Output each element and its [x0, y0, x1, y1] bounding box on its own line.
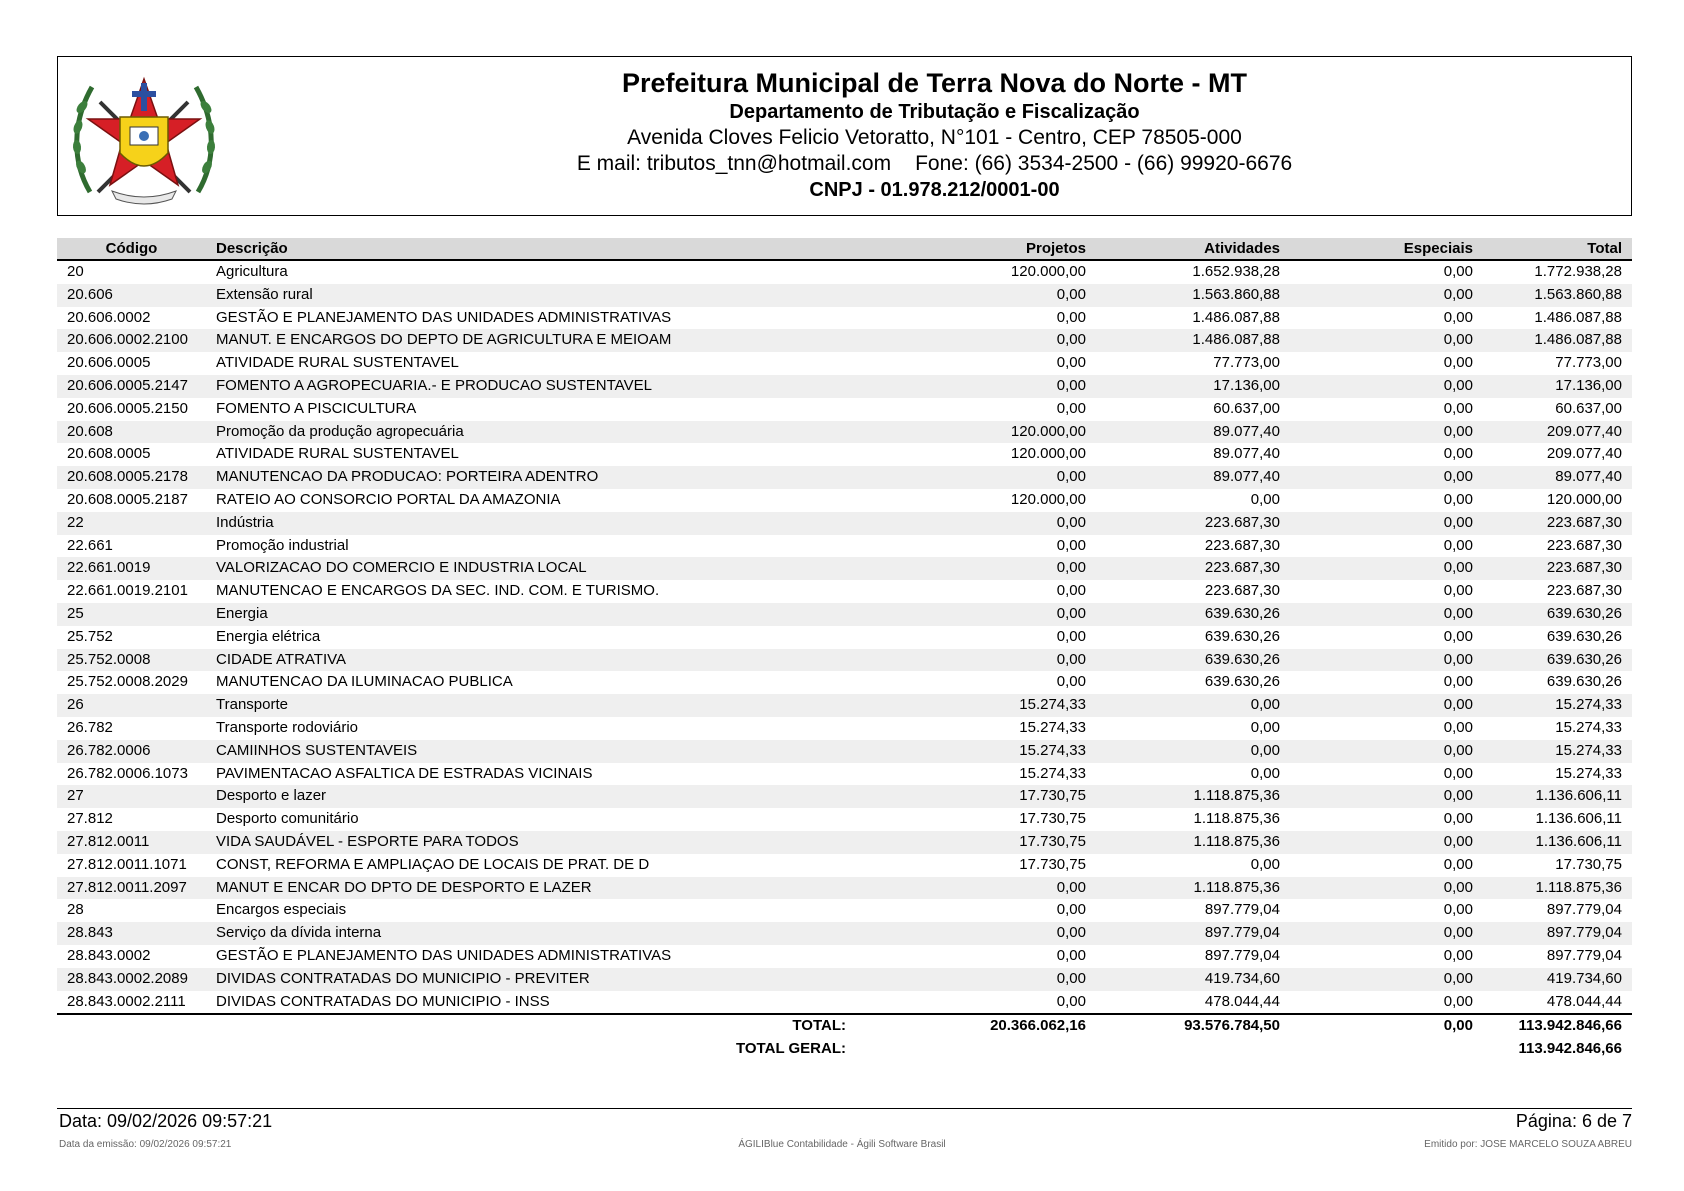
total-cell: 1.563.860,88 [1483, 284, 1632, 307]
codigo-cell: 28 [67, 901, 84, 919]
especiais-cell: 0,00 [1443, 490, 1473, 508]
projetos-cell: 15.274,33 [1019, 764, 1086, 782]
codigo-cell: 20 [67, 263, 84, 280]
atividades-cell: 639.630,26 [1096, 649, 1290, 672]
column-header-especiais: Especiais [1290, 238, 1483, 260]
atividades-cell: 1.118.875,36 [1193, 810, 1280, 828]
atividades-cell: 639.630,26 [1204, 673, 1280, 691]
descricao-cell: Energia elétrica [216, 627, 321, 645]
especiais-cell: 0,00 [1290, 466, 1483, 489]
table-row [57, 968, 1632, 991]
atividades-cell: 89.077,40 [1213, 445, 1280, 463]
table-row [57, 466, 1632, 489]
atividades-cell: 1.486.087,88 [1192, 308, 1280, 326]
table-row [57, 671, 1632, 694]
municipal-coat-of-arms-icon [68, 67, 220, 207]
table-row [57, 443, 1632, 466]
total-cell: 89.077,40 [1483, 466, 1632, 489]
total-cell: 17.136,00 [1483, 375, 1632, 398]
total-cell: 1.136.606,11 [1483, 785, 1632, 808]
header-text [238, 67, 1631, 203]
especiais-cell: 0,00 [1290, 968, 1483, 991]
total-cell: 223.687,30 [1483, 512, 1632, 535]
descricao-cell: Promoção da produção agropecuária [206, 421, 856, 444]
especiais-cell: 0,00 [1443, 764, 1473, 782]
total-cell: 17.730,75 [1555, 855, 1622, 873]
codigo-cell: 27 [57, 785, 206, 808]
phone: Fone: (66) 3534-2500 - (66) 99920-6676 [915, 152, 1293, 175]
total-cell: 223.687,30 [1546, 536, 1622, 554]
atividades-cell: 419.734,60 [1096, 968, 1290, 991]
codigo-cell: 28.843.0002.2089 [57, 968, 206, 991]
atividades-cell: 897.779,04 [1204, 901, 1280, 919]
emission-date: Data da emissão: 09/02/2026 09:57:21 [59, 1139, 232, 1150]
table-row [57, 421, 1632, 444]
descricao-cell: FOMENTO A PISCICULTURA [216, 399, 417, 417]
column-header-projetos: Projetos [856, 238, 1096, 260]
table-row [57, 603, 1632, 626]
especiais-cell: 0,00 [1290, 785, 1483, 808]
codigo-cell: 26 [57, 694, 206, 717]
projetos-cell: 120.000,00 [856, 421, 1096, 444]
codigo-cell: 26.782.0006.1073 [67, 764, 188, 782]
total-label: TOTAL: [206, 1014, 856, 1038]
atividades-cell: 0,00 [1250, 490, 1280, 508]
projetos-cell: 0,00 [856, 968, 1096, 991]
atividades-cell: 17.136,00 [1096, 375, 1290, 398]
codigo-cell: 27.812.0011.2097 [57, 877, 206, 900]
report-header [57, 56, 1632, 216]
projetos-cell: 17.730,75 [856, 831, 1096, 854]
total-cell: 223.687,30 [1483, 557, 1632, 580]
table-row [57, 307, 1632, 330]
especiais-cell: 0,00 [1443, 901, 1473, 919]
especiais-cell: 0,00 [1443, 354, 1473, 372]
especiais-cell: 0,00 [1290, 740, 1483, 763]
codigo-cell: 27.812 [67, 810, 113, 828]
total-cell: 1.486.087,88 [1483, 329, 1632, 352]
atividades-cell: 223.687,30 [1204, 582, 1280, 600]
codigo-cell: 28.843 [57, 922, 206, 945]
atividades-cell: 223.687,30 [1096, 557, 1290, 580]
atividades-cell: 0,00 [1250, 764, 1280, 782]
descricao-cell: GESTÃO E PLANEJAMENTO DAS UNIDADES ADMINISTRATIVAS [216, 946, 672, 964]
descricao-cell: Indústria [206, 512, 856, 535]
table-row [57, 808, 1632, 831]
total-cell: 639.630,26 [1483, 603, 1632, 626]
especiais-cell: 0,00 [1290, 603, 1483, 626]
total-cell: 223.687,30 [1546, 582, 1622, 600]
column-header-total: Total [1483, 238, 1632, 260]
codigo-cell: 22.661.0019.2101 [67, 582, 188, 600]
descricao-cell: Serviço da dívida interna [206, 922, 856, 945]
projetos-cell: 0,00 [856, 466, 1096, 489]
projetos-cell: 0,00 [1056, 582, 1086, 600]
descricao-cell: CONST, REFORMA E AMPLIAÇAO DE LOCAIS DE PRAT. DE D [216, 855, 650, 873]
total-cell: 209.077,40 [1546, 445, 1622, 463]
total-cell: 15.274,33 [1483, 694, 1632, 717]
table-row [57, 991, 1632, 1015]
table-row [57, 284, 1632, 307]
especiais-cell: 0,00 [1443, 445, 1473, 463]
total-geral-value: 113.942.846,66 [1483, 1038, 1632, 1061]
especiais-cell: 0,00 [1290, 375, 1483, 398]
projetos-cell: 0,00 [1056, 308, 1086, 326]
descricao-cell: ATIVIDADE RURAL SUSTENTAVEL [216, 354, 459, 372]
codigo-cell: 20.606.0002 [67, 308, 151, 326]
table-row [57, 899, 1632, 922]
total-cell: 419.734,60 [1483, 968, 1632, 991]
descricao-cell: ATIVIDADE RURAL SUSTENTAVEL [216, 445, 459, 463]
descricao-cell: DIVIDAS CONTRATADAS DO MUNICIPIO - PREVITER [206, 968, 856, 991]
table-row [57, 580, 1632, 603]
especiais-cell: 0,00 [1443, 263, 1473, 280]
especiais-cell: 0,00 [1443, 536, 1473, 554]
department-name: Departamento de Tributação e Fiscalização [729, 101, 1140, 123]
total-cell: 120.000,00 [1546, 490, 1622, 508]
projetos-cell: 0,00 [856, 329, 1096, 352]
total-cell: 897.779,04 [1546, 946, 1622, 964]
page-number: Página: 6 de 7 [1515, 1111, 1632, 1131]
footer-date: Data: 09/02/2026 09:57:21 [59, 1111, 273, 1131]
atividades-cell: 89.077,40 [1096, 466, 1290, 489]
table-row [57, 626, 1632, 649]
total-cell: 639.630,26 [1483, 649, 1632, 672]
total-cell: 15.274,33 [1555, 764, 1622, 782]
descricao-cell: Transporte [206, 694, 856, 717]
table-row [57, 535, 1632, 558]
atividades-cell: 89.077,40 [1096, 421, 1290, 444]
descricao-cell: VIDA SAUDÁVEL - ESPORTE PARA TODOS [206, 831, 856, 854]
column-header-codigo: Código [57, 238, 206, 260]
total-cell: 478.044,44 [1546, 992, 1622, 1010]
especiais-cell: 0,00 [1443, 855, 1473, 873]
total-atividades: 93.576.784,50 [1096, 1014, 1290, 1038]
projetos-cell: 0,00 [856, 877, 1096, 900]
total-cell: 1.486.087,88 [1534, 308, 1622, 326]
especiais-cell: 0,00 [1290, 922, 1483, 945]
especiais-cell: 0,00 [1443, 627, 1473, 645]
table-row [57, 854, 1632, 877]
especiais-cell: 0,00 [1290, 284, 1483, 307]
projetos-cell: 0,00 [1056, 399, 1086, 417]
table-row [57, 260, 1632, 284]
especiais-cell: 0,00 [1443, 946, 1473, 964]
projetos-cell: 0,00 [1056, 992, 1086, 1010]
atividades-cell: 639.630,26 [1204, 627, 1280, 645]
codigo-cell: 28.843.0002.2111 [67, 992, 186, 1010]
descricao-cell: Desporto e lazer [206, 785, 856, 808]
projetos-cell: 0,00 [1056, 946, 1086, 964]
projetos-cell: 0,00 [1056, 354, 1086, 372]
address: Avenida Cloves Felicio Vetoratto, N°101 - Centro, CEP 78505-000 [627, 126, 1242, 149]
contact-line [238, 151, 1631, 177]
projetos-cell: 17.730,75 [856, 785, 1096, 808]
especiais-cell: 0,00 [1290, 649, 1483, 672]
descricao-cell: Energia [206, 603, 856, 626]
email: E mail: tributos_tnn@hotmail.com [576, 152, 892, 175]
especiais-cell: 0,00 [1443, 399, 1473, 417]
atividades-cell: 897.779,04 [1204, 946, 1280, 964]
page-title: Prefeitura Municipal de Terra Nova do Norte - MT [621, 68, 1248, 98]
especiais-cell: 0,00 [1443, 718, 1473, 736]
codigo-cell: 20.608.0005.2178 [57, 466, 206, 489]
codigo-cell: 27.812.0011.1071 [67, 855, 187, 873]
total-cell: 639.630,26 [1546, 627, 1622, 645]
descricao-cell: Desporto comunitário [216, 810, 359, 828]
codigo-cell: 22.661.0019 [57, 557, 206, 580]
projetos-cell: 0,00 [1056, 673, 1086, 691]
especiais-cell: 0,00 [1443, 992, 1473, 1010]
atividades-cell: 639.630,26 [1096, 603, 1290, 626]
projetos-cell: 15.274,33 [856, 694, 1096, 717]
atividades-cell: 1.118.875,36 [1096, 877, 1290, 900]
table-row [57, 512, 1632, 535]
codigo-cell: 20.606.0002.2100 [57, 329, 206, 352]
table-row [57, 375, 1632, 398]
codigo-cell: 27.812.0011 [57, 831, 206, 854]
total-cell: 1.136.606,11 [1483, 831, 1632, 854]
atividades-cell: 478.044,44 [1204, 992, 1280, 1010]
especiais-cell: 0,00 [1443, 582, 1473, 600]
projetos-cell: 17.730,75 [1019, 855, 1086, 873]
projetos-cell: 0,00 [856, 375, 1096, 398]
codigo-cell: 25.752.0008 [57, 649, 206, 672]
total-geral-row [57, 1038, 1632, 1061]
total-cell: 1.772.938,28 [1534, 263, 1622, 280]
atividades-cell: 1.118.875,36 [1096, 831, 1290, 854]
codigo-cell: 20.608.0005.2187 [67, 490, 188, 508]
codigo-cell: 20.606.0005 [67, 354, 151, 372]
table-body [57, 260, 1632, 1014]
codigo-cell: 25 [57, 603, 206, 626]
codigo-cell: 25.752.0008.2029 [67, 673, 188, 691]
total-cell: 209.077,40 [1483, 421, 1632, 444]
column-header-atividades: Atividades [1096, 238, 1290, 260]
atividades-cell: 1.652.938,28 [1192, 263, 1280, 280]
table-row [57, 831, 1632, 854]
especiais-cell: 0,00 [1290, 831, 1483, 854]
total-cell: 897.779,04 [1546, 901, 1622, 919]
descricao-cell: MANUT E ENCAR DO DPTO DE DESPORTO E LAZER [206, 877, 856, 900]
table-row [57, 945, 1632, 968]
atividades-cell: 0,00 [1250, 855, 1280, 873]
footer-divider [57, 1108, 1632, 1109]
total-row [57, 1014, 1632, 1038]
descricao-cell: Extensão rural [206, 284, 856, 307]
table-row [57, 352, 1632, 375]
descricao-cell: FOMENTO A AGROPECUARIA.- E PRODUCAO SUSTENTAVEL [206, 375, 856, 398]
especiais-cell: 0,00 [1443, 673, 1473, 691]
table-row [57, 877, 1632, 900]
total-cell: 1.118.875,36 [1483, 877, 1632, 900]
atividades-cell: 1.563.860,88 [1096, 284, 1290, 307]
atividades-cell: 897.779,04 [1096, 922, 1290, 945]
especiais-cell: 0,00 [1443, 810, 1473, 828]
codigo-cell: 20.606.0005.2150 [67, 399, 188, 417]
table-row [57, 717, 1632, 740]
table-row [57, 557, 1632, 580]
descricao-cell: MANUTENCAO E ENCARGOS DA SEC. IND. COM. E TURISMO. [216, 582, 660, 600]
codigo-cell: 22.661 [67, 536, 113, 554]
total-cell: 15.274,33 [1555, 718, 1622, 736]
total-cell: 77.773,00 [1555, 354, 1622, 372]
codigo-cell: 20.606 [57, 284, 206, 307]
atividades-cell: 0,00 [1250, 718, 1280, 736]
descricao-cell: VALORIZACAO DO COMERCIO E INDUSTRIA LOCAL [206, 557, 856, 580]
especiais-cell: 0,00 [1290, 694, 1483, 717]
table-row [57, 740, 1632, 763]
total-cell: 15.274,33 [1483, 740, 1632, 763]
atividades-cell: 223.687,30 [1096, 512, 1290, 535]
table-row [57, 329, 1632, 352]
descricao-cell: Encargos especiais [216, 901, 347, 919]
projetos-cell: 0,00 [1056, 627, 1086, 645]
total-cell: 60.637,00 [1555, 399, 1622, 417]
codigo-cell: 26.782 [67, 718, 113, 736]
codigo-cell: 20.606.0005.2147 [57, 375, 206, 398]
projetos-cell: 120.000,00 [1010, 263, 1086, 280]
descricao-cell: GESTÃO E PLANEJAMENTO DAS UNIDADES ADMINISTRATIVAS [216, 308, 672, 326]
descricao-cell: MANUTENCAO DA PRODUCAO: PORTEIRA ADENTRO [206, 466, 856, 489]
total-especiais: 0,00 [1290, 1014, 1483, 1038]
descricao-cell: CAMIINHOS SUSTENTAVEIS [206, 740, 856, 763]
projetos-cell: 17.730,75 [1019, 810, 1086, 828]
table-header [57, 238, 1632, 260]
descricao-cell: MANUTENCAO DA ILUMINACAO PUBLICA [216, 673, 513, 691]
projetos-cell: 0,00 [856, 557, 1096, 580]
especiais-cell: 0,00 [1290, 877, 1483, 900]
codigo-cell: 28.843.0002 [67, 946, 151, 964]
descricao-cell: DIVIDAS CONTRATADAS DO MUNICIPIO - INSS [216, 992, 550, 1010]
projetos-cell: 15.274,33 [1019, 718, 1086, 736]
projetos-cell: 0,00 [856, 512, 1096, 535]
especiais-cell: 0,00 [1443, 308, 1473, 326]
atividades-cell: 0,00 [1096, 694, 1290, 717]
atividades-cell: 1.486.087,88 [1096, 329, 1290, 352]
atividades-cell: 1.118.875,36 [1096, 785, 1290, 808]
codigo-cell: 20.608 [57, 421, 206, 444]
table-row [57, 785, 1632, 808]
especiais-cell: 0,00 [1290, 512, 1483, 535]
total-cell: 897.779,04 [1483, 922, 1632, 945]
budget-table [57, 238, 1632, 1061]
projetos-cell: 0,00 [856, 922, 1096, 945]
descricao-cell: Promoção industrial [216, 536, 349, 554]
especiais-cell: 0,00 [1290, 329, 1483, 352]
emitted-by: Emitido por: JOSE MARCELO SOUZA ABREU [1424, 1139, 1632, 1150]
software-name: ÁGILIBlue Contabilidade - Ágili Software Brasil [738, 1139, 946, 1150]
table-row [57, 694, 1632, 717]
total-cell: 1.136.606,11 [1535, 810, 1622, 828]
atividades-cell: 223.687,30 [1204, 536, 1280, 554]
especiais-cell: 0,00 [1290, 557, 1483, 580]
projetos-cell: 120.000,00 [1010, 445, 1086, 463]
projetos-cell: 15.274,33 [856, 740, 1096, 763]
total-cell: 639.630,26 [1546, 673, 1622, 691]
descricao-cell: Transporte rodoviário [216, 718, 359, 736]
projetos-cell: 0,00 [1056, 536, 1086, 554]
total-value: 113.942.846,66 [1483, 1014, 1632, 1038]
table-row [57, 763, 1632, 786]
projetos-cell: 0,00 [1056, 901, 1086, 919]
table-row [57, 922, 1632, 945]
table-row [57, 649, 1632, 672]
table-row [57, 489, 1632, 512]
atividades-cell: 60.637,00 [1213, 399, 1280, 417]
table-row [57, 398, 1632, 421]
codigo-cell: 25.752 [67, 627, 113, 645]
descricao-cell: Agricultura [216, 263, 288, 280]
projetos-cell: 120.000,00 [1010, 490, 1086, 508]
total-projetos: 20.366.062,16 [856, 1014, 1096, 1038]
total-geral-label: TOTAL GERAL: [206, 1038, 856, 1061]
codigo-cell: 26.782.0006 [57, 740, 206, 763]
projetos-cell: 0,00 [856, 284, 1096, 307]
descricao-cell: PAVIMENTACAO ASFALTICA DE ESTRADAS VICINAIS [216, 764, 593, 782]
atividades-cell: 0,00 [1096, 740, 1290, 763]
projetos-cell: 0,00 [856, 603, 1096, 626]
descricao-cell: MANUT. E ENCARGOS DO DEPTO DE AGRICULTURA E MEIOAM [206, 329, 856, 352]
especiais-cell: 0,00 [1290, 421, 1483, 444]
column-header-descricao: Descrição [206, 238, 856, 260]
descricao-cell: RATEIO AO CONSORCIO PORTAL DA AMAZONIA [216, 490, 561, 508]
atividades-cell: 77.773,00 [1213, 354, 1280, 372]
cnpj: CNPJ - 01.978.212/0001-00 [809, 179, 1060, 201]
codigo-cell: 20.608.0005 [67, 445, 151, 463]
projetos-cell: 0,00 [856, 649, 1096, 672]
codigo-cell: 22 [57, 512, 206, 535]
descricao-cell: CIDADE ATRATIVA [206, 649, 856, 672]
